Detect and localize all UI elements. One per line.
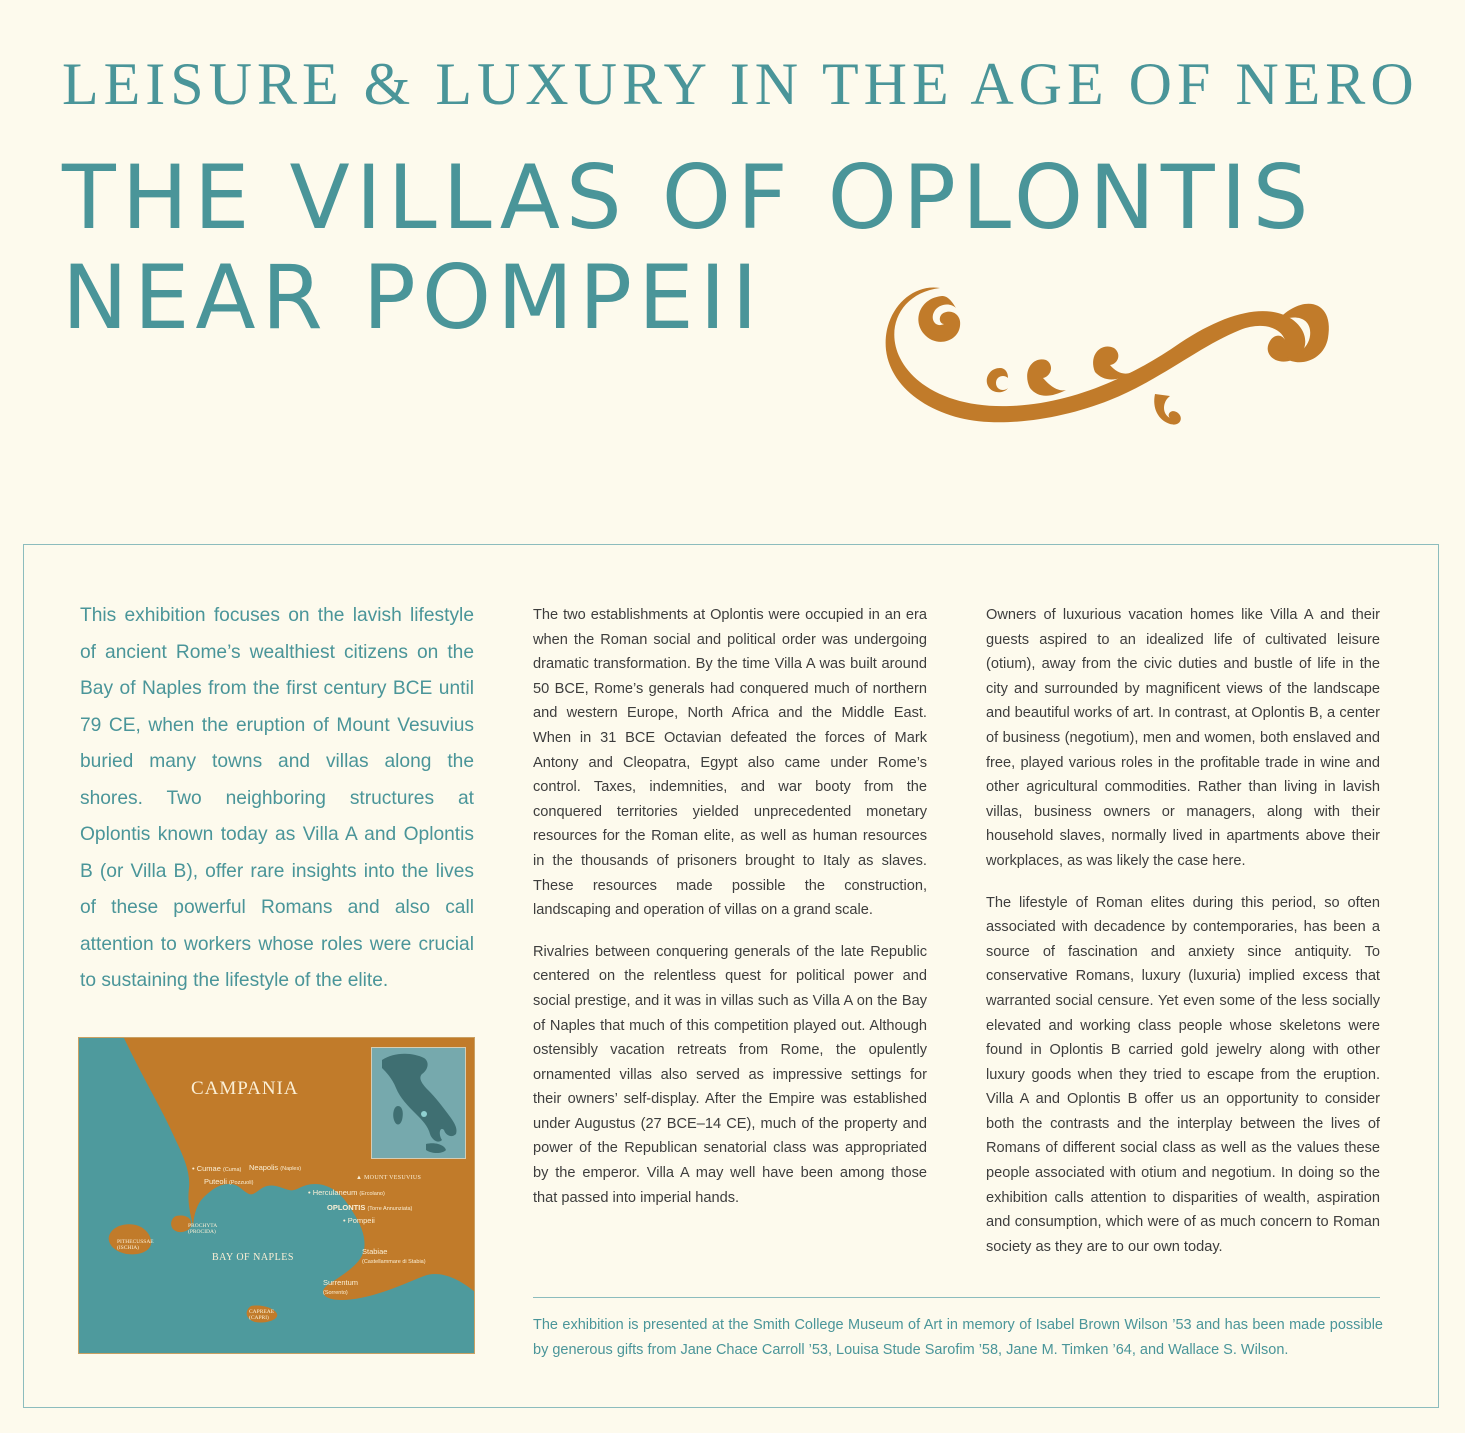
prochyta-name: PROCHYTA [188, 1223, 218, 1229]
capreae-modern: (CAPRI) [249, 1315, 269, 1321]
column-2-paragraph-2: The lifestyle of Roman elites during this period, so often associated with decadence by contemporaries, has been a source of fascination and anxiety since antiquity. To conservative Romans, luxury (luxuria) implied excess that warranted social censure. Yet even some of the less socially elevated and working class people whose skeletons were found in Oplontis B carried gold jewelry along with other luxury goods when they tried to escape from the eruption. Villa A and Oplontis B offer us an opportunity to consider both the contrasts and the interplay between the lives of Romans of different social class as well as the values these people associated with otium and negotium. In doing so the exhibition calls attention to disparities of wealth, aspiration and consumption, which were of as much concern to Roman society as they are to our own today. [986, 894, 1380, 1255]
pithecussae-name: PITHECUSSAE [117, 1239, 154, 1245]
exhibition-series-title: LEISURE & LUXURY IN THE AGE OF NERO [62, 51, 1419, 117]
oplontis-modern: (Torre Annunziata) [367, 1206, 413, 1212]
credit-divider [533, 1297, 1380, 1298]
herculaneum-modern: (Ercolano) [359, 1191, 385, 1197]
map-label-campania: CAMPANIA [191, 1078, 299, 1099]
surrentum-modern: (Sorrento) [323, 1290, 348, 1296]
map-label-bay-of-naples: BAY OF NAPLES [212, 1252, 294, 1263]
capreae-name: CAPREAE [249, 1309, 275, 1315]
scroll-flourish-ornament [880, 268, 1340, 438]
map-label-prochyta [188, 1223, 217, 1235]
oplontis-name: OPLONTIS [327, 1203, 366, 1212]
prochyta-modern: (PROCIDA) [188, 1229, 216, 1235]
column-1-paragraph-1: The two establishments at Oplontis were occupied in an era when the Roman social and political order was undergoing dramatic transformation. By the time Villa A was built around 50 BCE, Rome’s generals had conquered much of northern and western Europe, North Africa and the Middle East. When in 31 BCE Octavian defeated the forces of Mark Antony and Cleopatra, Egypt also came under Rome’s control. Taxes, indemnities, and war booty from the conquered territories yielded unprecedented monetary resources for the Roman elite, as well as human resources in the thousands of prisoners brought to Italy as slaves. These resources made possible the construction, landscaping and operation of villas on a grand scale. [533, 607, 927, 919]
stabiae-modern: (Castellammare di Stabia) [362, 1259, 426, 1265]
exhibition-title-line-2: NEAR POMPEII [62, 246, 764, 349]
bay-of-naples-map [78, 1037, 475, 1354]
pompeii-name: Pompeii [347, 1216, 375, 1225]
puteoli-modern: (Pozzuoli) [229, 1180, 254, 1186]
text-column-2 [986, 603, 1380, 1276]
map-label-stabiae [362, 1247, 426, 1265]
neapolis-modern: (Naples) [280, 1166, 302, 1172]
cumae-modern: (Cuma) [223, 1167, 242, 1173]
map-label-cumae: • Cumae (Cuma) [192, 1164, 242, 1173]
column-1-paragraph-2: Rivalries between conquering generals of the late Republic centered on the relentless quest for political power and social prestige, and it was in villas such as Villa A on the Bay of Naples that much of this competition played out. Although ostensibly vacation retreats from Rome, the opulently ornamented villas also served as impressive settings for their owners’ self-display. After the Empire was established under Augustus (27 BCE–14 CE), much of the property and power of the Republican senatorial class was appropriated by the emperor. Villa A may well have been among those that passed into imperial hands. [533, 943, 927, 1206]
map-label-puteoli [204, 1177, 253, 1186]
puteoli-name: Puteoli [204, 1177, 227, 1186]
cumae-name: Cumae [196, 1164, 221, 1173]
credit-line: The exhibition is presented at the Smith College Museum of Art in memory of Isabel Brown Wilson ’53 and has been made possible by generous gifts from Jane Chace Carroll ’53, Louisa Stude Sarofim ’58, Jane M. Timken ’64, and Wallace S. Wilson. [533, 1317, 1383, 1358]
intro-paragraph: This exhibition focuses on the lavish lifestyle of ancient Rome’s wealthiest citizens on the Bay of Naples from the first century BCE until 79 CE, when the eruption of Mount Vesuvius buried many towns and villas along the shores. Two neighboring structures at Oplontis known today as Villa A and Oplontis B (or Villa B), offer rare insights into the lives of these powerful Romans and also call attention to workers whose roles were crucial to sustaining the lifestyle of the elite. [80, 605, 474, 991]
neapolis-name: Neapolis [249, 1163, 279, 1172]
map-label-pompeii: • Pompeii [343, 1216, 375, 1225]
pithecussae-modern: (ISCHIA) [117, 1245, 139, 1251]
surrentum-name: Surrentum [323, 1278, 359, 1287]
italy-outline [372, 1048, 465, 1158]
italy-inset-map [371, 1047, 466, 1159]
column-2-paragraph-1: Owners of luxurious vacation homes like Villa A and their guests aspired to an idealized life of cultivated leisure (otium), away from the civic duties and bustle of life in the city and surrounded by magnificent views of the landscape and beautiful works of art. In contrast, at Oplontis B, a center of business (negotium), men and women, both enslaved and free, played various roles in the profitable trade in wine and other agricultural commodities. Rather than living in lavish villas, business owners or managers, along with their household slaves, normally lived in apartments above their workplaces, as was likely the case here. [986, 607, 1380, 869]
stabiae-name: Stabiae [362, 1247, 388, 1256]
herculaneum-name: Herculaneum [312, 1188, 358, 1197]
exhibition-title-line-1: THE VILLAS OF OPLONTIS [62, 146, 1315, 249]
map-label-capreae [249, 1309, 274, 1321]
map-label-oplontis [327, 1203, 412, 1212]
map-label-surrentum [323, 1278, 358, 1296]
map-label-herculaneum: • Herculaneum (Ercolano) [308, 1188, 385, 1197]
map-label-pithecussae [117, 1239, 154, 1251]
map-label-vesuvius: ▲ MOUNT VESUVIUS [356, 1175, 422, 1181]
vesuvius-name: MOUNT VESUVIUS [364, 1175, 422, 1181]
text-column-1 [533, 603, 927, 1227]
map-label-neapolis [249, 1163, 301, 1172]
